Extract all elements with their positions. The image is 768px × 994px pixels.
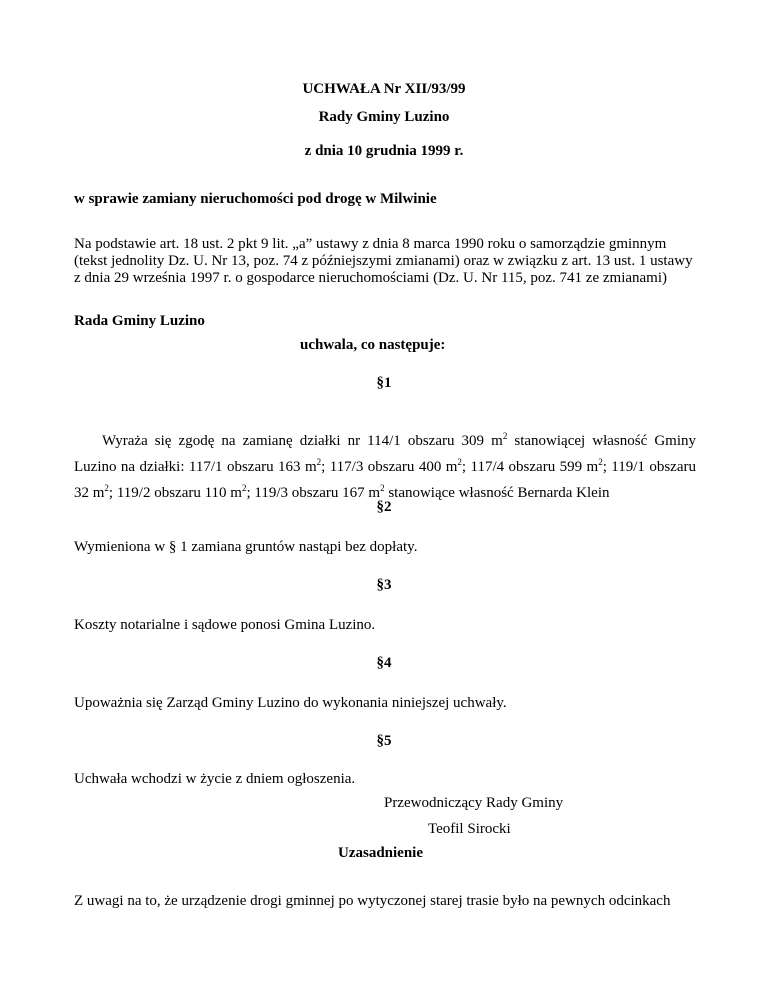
signatory-name: Teofil Sirocki (428, 821, 511, 837)
justification-text: Z uwagi na to, że urządzenie drogi gminnej po wytyczonej starej trasie było na pewnych odcinkach (74, 893, 671, 909)
justification-heading: Uzasadnienie (338, 845, 424, 861)
resolving-body: Rada Gminy Luzino (74, 313, 205, 329)
section-3-heading: §3 (376, 577, 392, 593)
section-4-text: Upoważnia się Zarząd Gminy Luzino do wykonania niniejszej uchwały. (74, 695, 507, 711)
section-5-heading: §5 (376, 733, 392, 749)
section-1-heading: §1 (376, 375, 392, 391)
section-5-text: Uchwała wchodzi w życie z dniem ogłoszenia. (74, 771, 356, 787)
section-3-text: Koszty notarialne i sądowe ponosi Gmina Luzino. (74, 617, 376, 633)
section-4-heading: §4 (376, 655, 392, 671)
section-2-text: Wymieniona w § 1 zamiana gruntów nastąpi bez dopłaty. (74, 539, 418, 555)
section-2-heading: §2 (376, 499, 392, 515)
council-name: Rady Gminy Luzino (318, 109, 450, 125)
legal-basis-paragraph: Na podstawie art. 18 ust. 2 pkt 9 lit. „a” ustawy z dnia 8 marca 1990 roku o samorządzie gminnym (tekst jednolity Dz. U. Nr 13, poz. 74 z późniejszymi zmianami) oraz w związku z art. 13 ust. 1 ustawy z dnia 29 września 1997 r. o gospodarce nieruchomościami (Dz. U. Nr 115, poz. 741 ze zmianami) (74, 236, 693, 286)
resolution-subject: w sprawie zamiany nieruchomości pod drogę w Milwinie (74, 191, 437, 207)
section-1-text: Wyraża się zgodę na zamianę działki nr 114/1 obszaru 309 $m^2$ stanowiącej własność Gminy Luzino na działki: 117/1 obszaru 163 $m^2$; 117/3 obszaru 400 $m^2$; 117/4 obszaru 599 $m^2$; 119/1 obszaru 32 $m^2$; 119/2 obszaru 110 $m^2$; 119/3 obszaru 167 $m^2$ stanowiące własność Bernarda Klein (74, 431, 696, 501)
resolves-clause: uchwala, co następuje: (300, 337, 446, 353)
signatory-role: Przewodniczący Rady Gminy (384, 795, 564, 811)
resolution-title: UCHWAŁA Nr XII/93/99 (302, 81, 466, 97)
resolution-date: z dnia 10 grudnia 1999 r. (304, 143, 464, 159)
